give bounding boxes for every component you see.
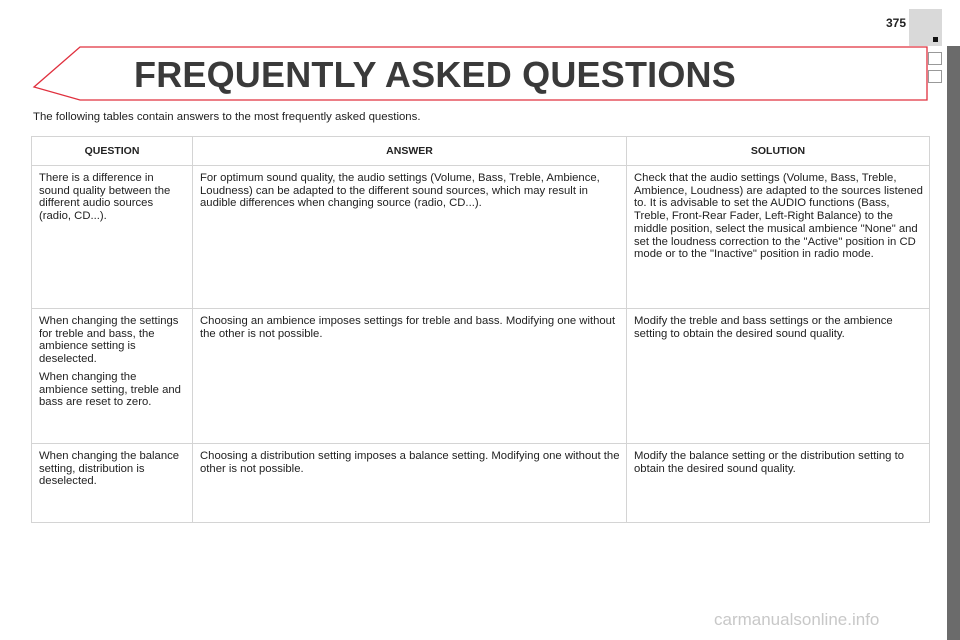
solution-cell [627, 166, 930, 309]
column-header-solution: SOLUTION [627, 137, 930, 166]
question-cell [32, 444, 193, 523]
faq-table [31, 136, 930, 523]
answer-cell [193, 309, 627, 444]
table-row [32, 166, 930, 309]
page-title: FREQUENTLY ASKED QUESTIONS [134, 54, 736, 95]
solution-cell [627, 309, 930, 444]
solution-cell [627, 444, 930, 523]
table-row [32, 309, 930, 444]
solution-text: Check that the audio settings (Volume, Bass, Treble, Ambience, Loudness) are adapted to the sources listened to. It is advisable to set the AUDIO functions (Bass, Treble, Front-Rear Fader, Left-Right Balance) to the middle position, select the musical ambience "None" and set the loudness correction to the "Active" position in CD mode or to the "Inactive" position in radio mode. [634, 172, 923, 261]
solution-text: Modify the treble and bass settings or the ambience setting to obtain the desired sound quality. [634, 315, 893, 340]
page-number: 375 [885, 16, 906, 30]
table-row [32, 444, 930, 523]
intro-text: The following tables contain answers to the most frequently asked questions. [33, 111, 421, 123]
answer-text: Choosing a distribution setting imposes a balance setting. Modifying one without the other is not possible. [200, 450, 620, 475]
question-text: When changing the settings for treble and bass, the ambience setting is deselected. [39, 315, 179, 366]
answer-text: Choosing an ambience imposes settings for treble and bass. Modifying one without the other is not possible. [200, 315, 616, 340]
answer-cell [193, 444, 627, 523]
answer-text: For optimum sound quality, the audio settings (Volume, Bass, Treble, Ambience, Loudness) can be adapted to the different sound sources, which may result in audible differences when changing source (radio, CD...). [200, 172, 600, 210]
question-cell [32, 166, 193, 309]
watermark: carmanualsonline.info [714, 610, 880, 629]
answer-cell [193, 166, 627, 309]
question-text: When changing the balance setting, distribution is deselected. [39, 450, 180, 488]
side-bar [947, 46, 960, 640]
question-cell [32, 309, 193, 444]
column-header-answer: ANSWER [193, 137, 627, 166]
solution-text: Modify the balance setting or the distribution setting to obtain the desired sound quality. [634, 450, 905, 475]
question-text: There is a difference in sound quality between the different audio sources (radio, CD...). [39, 172, 171, 223]
table-header-row [32, 137, 930, 166]
question-text: When changing the ambience setting, treble and bass are reset to zero. [39, 370, 181, 409]
column-header-question: QUESTION [32, 137, 193, 166]
